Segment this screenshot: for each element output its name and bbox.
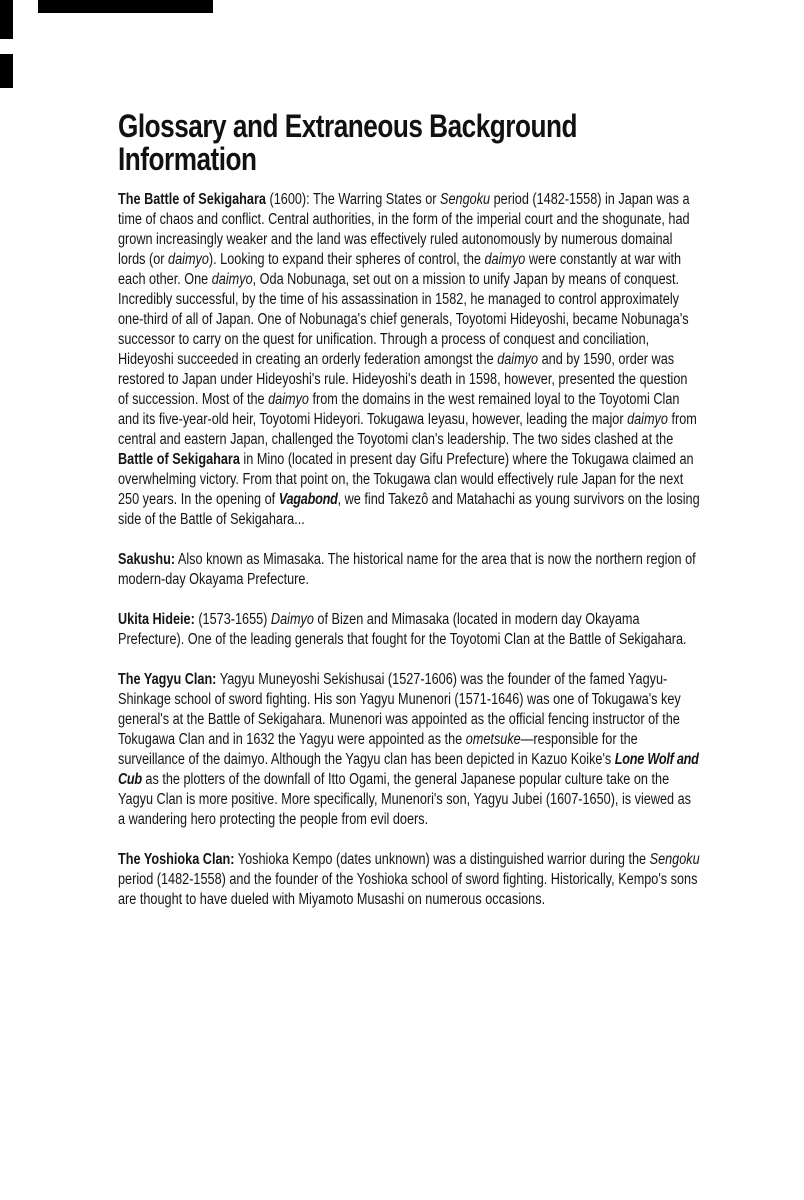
text-run: Also known as Mimasaka. The historical name for the area that is now the northern region of modern-day Okayama Prefecture. [118, 551, 696, 588]
text-run: ). Looking to expand their spheres of control, the [208, 251, 485, 268]
text-run: daimyo [211, 271, 253, 288]
text-run: daimyo [627, 411, 668, 428]
entry-battle-of-sekigahara [118, 190, 700, 530]
text-run: were constantly at war with each other. One [118, 251, 682, 288]
page-title-line-2: Information [118, 141, 257, 177]
text-run: Daimyo [270, 611, 314, 628]
text-run: —responsible for the surveillance of the daimyo. Although the Yagyu clan has been depicted in Kazuo Koike's [118, 731, 638, 768]
text-run: (1573-1655) [194, 611, 271, 628]
text-run: period (1482-1558) in Japan was a time of chaos and conflict. Central authorities, in the form of the imperial court and the shogunate, had grown increasingly weaker and the land was effectively ruled autonomously by numerous domainal lords (or [118, 191, 690, 268]
text-run: The Battle of Sekigahara [118, 191, 266, 208]
entry-sakushu [118, 550, 700, 590]
page-title [118, 110, 700, 176]
text-run: , we find Takezô and Matahachi as young survivors on the losing side of the Battle of Sekigahara... [118, 491, 700, 528]
entry-ukita-hideie [118, 610, 700, 650]
text-run: The Yagyu Clan: [118, 671, 217, 688]
scan-mark-left-edge-upper [0, 0, 13, 39]
text-run: Ukita Hideie: [118, 611, 195, 628]
glossary-entries [118, 190, 700, 910]
text-run: (1600): The Warring States or [265, 191, 441, 208]
scan-mark-top-edge [38, 0, 213, 13]
text-run: Sengoku [440, 191, 491, 208]
text-run: daimyo [484, 251, 526, 268]
text-run: as the plotters of the downfall of Itto Ogami, the general Japanese popular culture take on the Yagyu Clan is more positive. More specifically, Munenori's son, Yagyu Jubei (1607-1650), is viewed as a wandering hero protecting the people from evil doers. [118, 771, 692, 828]
text-run: ometsuke [465, 731, 521, 748]
text-run: Sengoku [649, 851, 700, 868]
page-title-line-1: Glossary and Extraneous Background [118, 108, 577, 144]
text-run: , Oda Nobunaga, set out on a mission to unify Japan by means of conquest. Incredibly successful, by the time of his assassination in 1582, he managed to control approximately one-third of all of Japan. One of Nobunaga's chief generals, Toyotomi Hideyoshi, became Nobunaga's successor to carry on the quest for unification. Through a process of conquest and conciliation, Hideyoshi succeeded in creating an orderly federation amongst the [118, 271, 689, 368]
text-run: and by 1590, order was restored to Japan under Hideyoshi's rule. Hideyoshi's death in 1598, however, presented the question of succession. Most of the [118, 351, 688, 408]
text-run: Yagyu Muneyoshi Sekishusai (1527-1606) was the founder of the famed Yagyu-Shinkage school of sword fighting. His son Yagyu Munenori (1571-1646) was one of Tokugawa's key general's at the Battle of Sekigahara. Munenori was appointed as the official fencing instructor of the Tokugawa Clan and in 1632 the Yagyu were appointed as the [118, 671, 681, 748]
page-content [118, 110, 700, 930]
text-run: Battle of Sekigahara [118, 451, 240, 468]
text-run: Vagabond [278, 491, 338, 508]
text-run: of Bizen and Mimasaka (located in modern day Okayama Prefecture). One of the leading generals that fought for the Toyotomi Clan at the Battle of Sekigahara. [118, 611, 687, 648]
entry-yagyu-clan [118, 670, 700, 830]
entry-yoshioka-clan [118, 850, 700, 910]
text-run: daimyo [497, 351, 539, 368]
text-run: daimyo [268, 391, 309, 408]
text-run: daimyo [168, 251, 209, 268]
text-run: Sakushu: [118, 551, 176, 568]
text-run: in Mino (located in present day Gifu Prefecture) where the Tokugawa claimed an overwhelming victory. From that point on, the Tokugawa clan would effectively rule Japan for the next 250 years. In the opening of [118, 451, 694, 508]
text-run: period (1482-1558) and the founder of the Yoshioka school of sword fighting. Historically, Kempo's sons are thought to have dueled with Miyamoto Musashi on numerous occasions. [118, 871, 698, 908]
text-run: Yoshioka Kempo (dates unknown) was a distinguished warrior during the [234, 851, 650, 868]
text-run: from central and eastern Japan, challenged the Toyotomi clan's leadership. The two sides clashed at the [118, 411, 697, 448]
text-run: Lone Wolf and Cub [118, 751, 699, 788]
text-run: The Yoshioka Clan: [118, 851, 235, 868]
scan-mark-left-edge-lower [0, 54, 13, 88]
text-run: from the domains in the west remained loyal to the Toyotomi Clan and its five-year-old heir, Toyotomi Hideyori. Tokugawa Ieyasu, however, leading the major [118, 391, 680, 428]
